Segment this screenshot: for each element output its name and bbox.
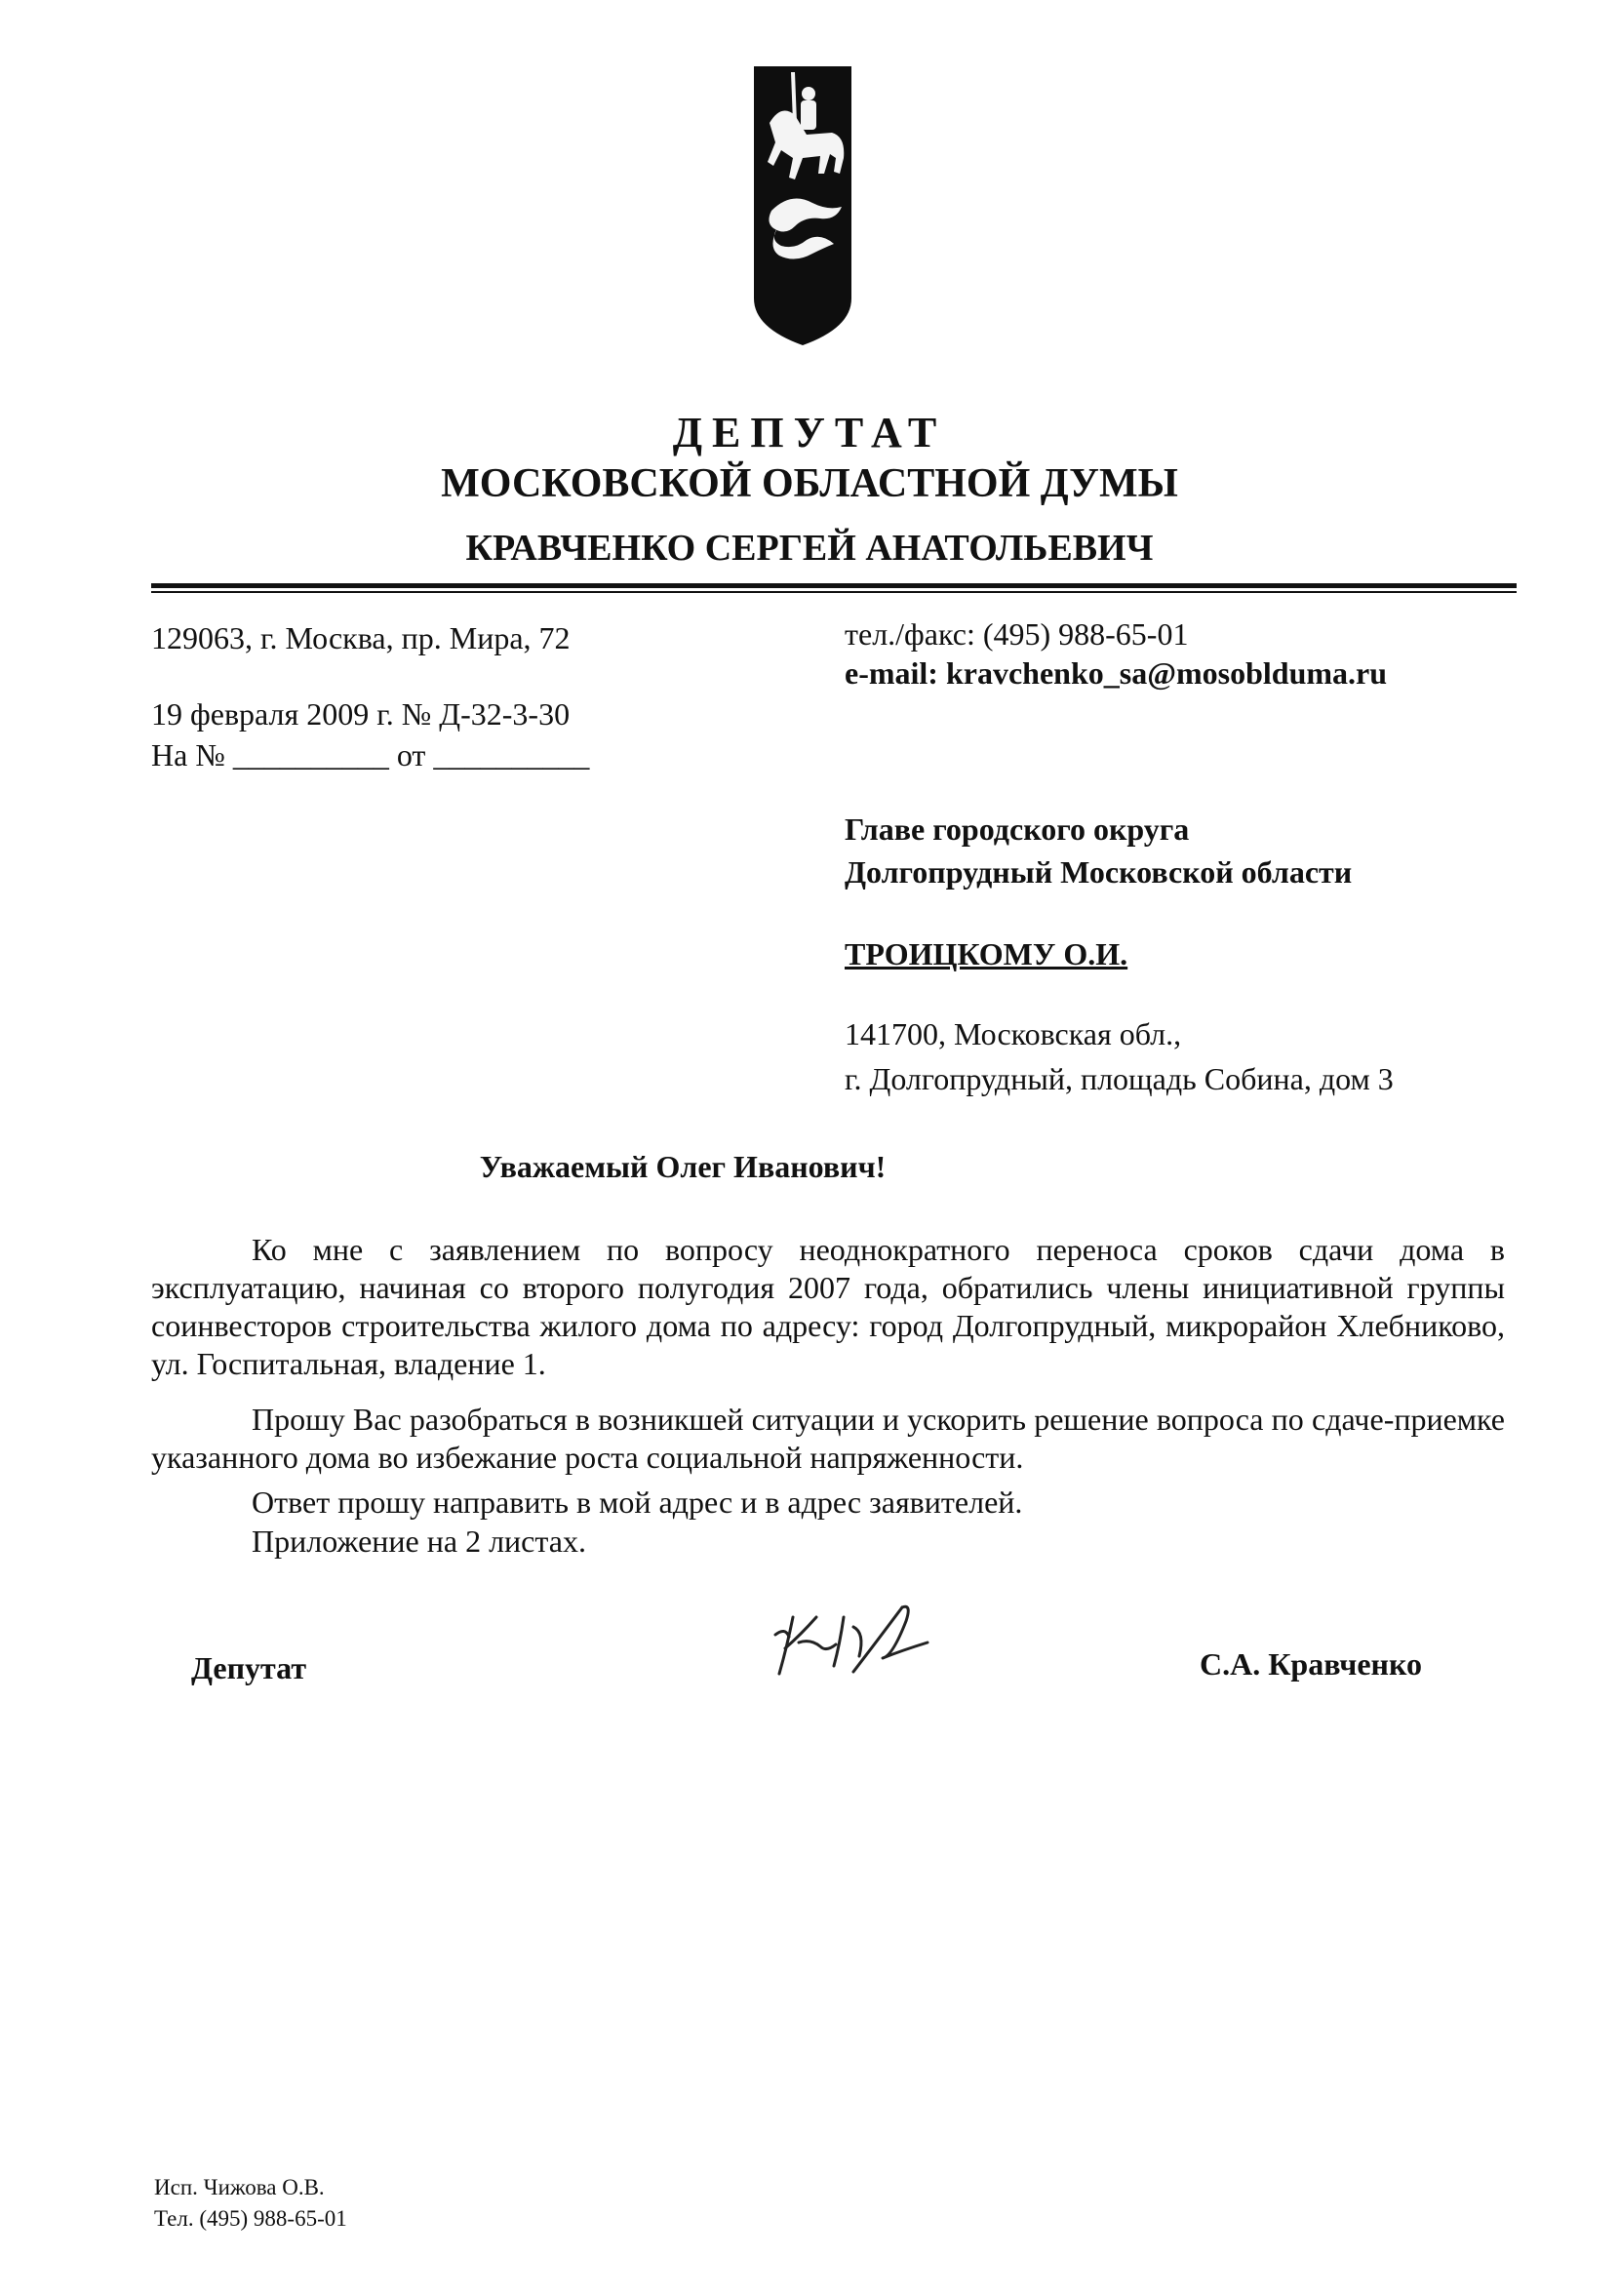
sender-address: 129063, г. Москва, пр. Мира, 72 bbox=[151, 620, 571, 655]
signer-name: С.А. Кравченко bbox=[1200, 1646, 1422, 1682]
reply-reference: На № __________ от __________ bbox=[151, 737, 590, 772]
letterhead-deputy-name: КРАВЧЕНКО СЕРГЕЙ АНАТОЛЬЕВИЧ bbox=[465, 528, 1154, 569]
letter-paragraph-2: Прошу Вас разобраться в возникшей ситуации и ускорить решение вопроса по сдаче-приемке указанного дома во избежание роста социальной напряженности. bbox=[151, 1402, 1505, 1475]
salutation: Уважаемый Олег Иванович! bbox=[479, 1149, 887, 1184]
recipient-address-line1: 141700, Московская обл., bbox=[845, 1016, 1182, 1051]
executor-name: Исп. Чижова О.В. bbox=[154, 2175, 325, 2199]
sender-phone: тел./факс: (495) 988-65-01 bbox=[845, 616, 1189, 652]
sender-email: e-mail: kravchenko_sa@mosoblduma.ru bbox=[845, 655, 1388, 691]
letterhead-title: ДЕПУТАТ bbox=[672, 409, 947, 456]
coat-of-arms-icon bbox=[752, 64, 853, 347]
letterhead-organization: МОСКОВСКОЙ ОБЛАСТНОЙ ДУМЫ bbox=[441, 461, 1178, 506]
letter-paragraph-3: Ответ прошу направить в мой адрес и в адрес заявителей. bbox=[252, 1484, 1023, 1520]
outgoing-date-number: 19 февраля 2009 г. № Д-32-3-30 bbox=[151, 696, 571, 732]
header-divider-thick bbox=[151, 583, 1517, 588]
recipient-address-line2: г. Долгопрудный, площадь Собина, дом 3 bbox=[845, 1061, 1394, 1096]
recipient-position-line2: Долгопрудный Московской области bbox=[845, 854, 1353, 890]
signature-icon bbox=[756, 1588, 961, 1681]
executor-phone: Тел. (495) 988-65-01 bbox=[154, 2206, 347, 2231]
recipient-name: ТРОИЦКОМУ О.И. bbox=[845, 936, 1128, 971]
letter-paragraph-4: Приложение на 2 листах. bbox=[252, 1524, 586, 1559]
header-divider-thin bbox=[151, 591, 1517, 593]
recipient-position-line1: Главе городского округа bbox=[845, 812, 1190, 847]
letter-paragraph-1: Ко мне с заявлением по вопросу неоднократного переноса сроков сдачи дома в эксплуатацию, начиная со второго полугодия 2007 года, обратились члены инициативной группы соинвесторов строительства жилого дома по адресу: город Долгопрудный, микрорайон Хлебниково, ул. Госпитальная, владение 1. bbox=[151, 1232, 1505, 1381]
signer-title: Депутат bbox=[191, 1650, 307, 1685]
